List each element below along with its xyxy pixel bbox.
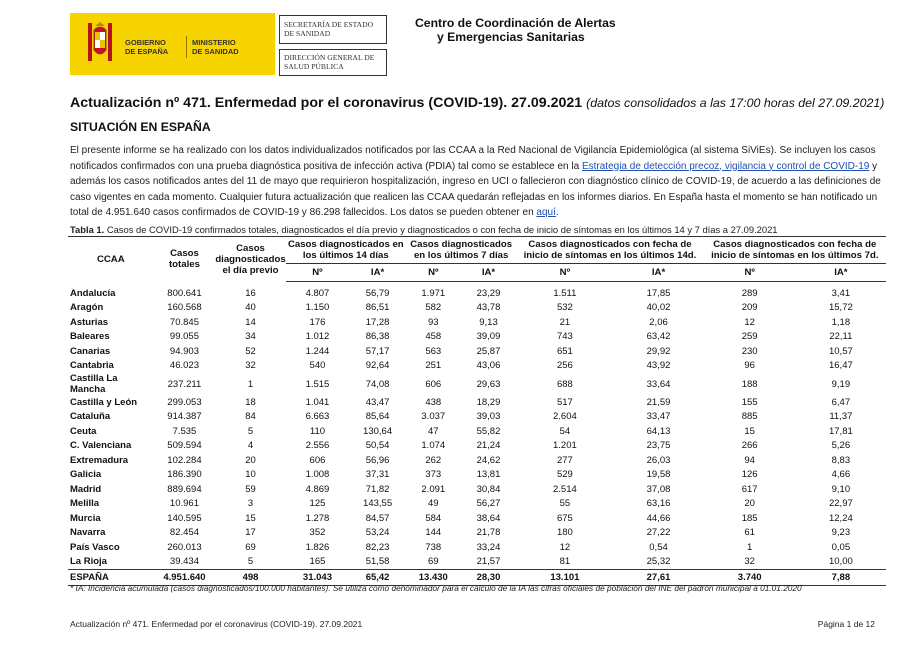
ccaa-name-cell: La Rioja [70, 556, 107, 568]
header-previo: Casos diagnosticados el día previo [215, 242, 286, 276]
table-cell: 9,19 [831, 378, 851, 390]
table-cell: 130,64 [363, 425, 393, 437]
table-cell: 563 [425, 345, 442, 357]
table-cell: 94 [744, 454, 755, 466]
table-cell: 299.053 [167, 396, 202, 408]
table-cell: 19,58 [646, 469, 671, 481]
table-cell: 155 [741, 396, 758, 408]
ccaa-name-cell: Madrid [70, 483, 102, 495]
table-cell: 38,64 [476, 512, 501, 524]
table-cell: 738 [425, 541, 442, 553]
table-cell: 17,28 [365, 316, 390, 328]
table-cell: 540 [309, 360, 326, 372]
table-cell: 25,87 [476, 345, 501, 357]
table-cell: 15,72 [828, 302, 853, 314]
table-cell: 39.434 [169, 556, 199, 568]
ccaa-name-cell: Andalucía [70, 287, 116, 299]
table-cell: 85,64 [365, 411, 390, 423]
table-cell: 125 [309, 498, 326, 510]
table-row [68, 511, 886, 526]
table-cell: 102.284 [167, 454, 202, 466]
table-cell: 54 [559, 425, 571, 437]
logo-divider [186, 36, 187, 58]
table-cell: 1.041 [305, 396, 330, 408]
government-logo-block [70, 13, 275, 75]
header-ia: IA* [461, 264, 517, 282]
table-cell: 185 [741, 512, 758, 524]
table-cell: 4,66 [831, 469, 851, 481]
page-number: Página 1 de 12 [817, 619, 875, 629]
direccion-box: DIRECCIÓN GENERAL DE SALUD PÚBLICA [279, 49, 387, 76]
table-cell: 1,18 [831, 316, 851, 328]
table-cell: 743 [556, 331, 573, 343]
table-row [68, 439, 886, 454]
table-cell: 9,23 [831, 527, 851, 539]
estrategia-link[interactable]: Estrategia de detección precoz, vigilancia y control de COVID-19 [581, 160, 870, 172]
footer-left: Actualización nº 471. Enfermedad por el coronavirus (COVID-19). 27.09.2021 [70, 619, 363, 629]
table-cell: 251 [425, 360, 442, 372]
table-row [68, 359, 886, 374]
total-cell: 498 [215, 570, 285, 586]
section-title: SITUACIÓN EN ESPAÑA [70, 120, 211, 134]
header-group-7d: Casos diagnosticados en los últimos 7 días [406, 237, 516, 264]
table-cell: 52 [245, 345, 256, 357]
table-cell: 21 [559, 316, 571, 328]
table-cell: 53,24 [365, 527, 390, 539]
table-row [68, 315, 886, 330]
table-cell: 69 [245, 541, 256, 553]
table-body [68, 282, 886, 586]
header-total: Casos totales [168, 248, 200, 271]
table-cell: 55 [559, 498, 571, 510]
table-cell: 606 [425, 378, 442, 390]
table-row [68, 301, 886, 316]
table-cell: 82,23 [365, 541, 390, 553]
table-cell: 17,85 [646, 287, 671, 299]
table-row [68, 540, 886, 555]
table-cell: 20 [744, 498, 755, 510]
table-cell: 6.663 [305, 411, 330, 423]
ccaa-name-cell: Aragón [70, 302, 104, 314]
table-cell: 40 [245, 302, 256, 314]
table-cell: 144 [425, 527, 442, 539]
ministerio-label: MINISTERIO DE SANIDAD [192, 38, 239, 56]
table-cell: 39,03 [476, 411, 501, 423]
table-cell: 93 [428, 316, 439, 328]
table-cell: 260.013 [167, 541, 202, 553]
table-cell: 1.515 [305, 378, 330, 390]
table-cell: 37,31 [365, 469, 390, 481]
header-ia: IA* [796, 264, 886, 282]
table-cell: 70.845 [169, 316, 199, 328]
header-group-sintomas-14d: Casos diagnosticados con fecha de inicio de síntomas en los últimos 14d. [516, 237, 703, 264]
table-cell: 43,78 [476, 302, 501, 314]
table-cell: 2.091 [421, 483, 446, 495]
covid-cases-table [68, 236, 886, 586]
ccaa-name-cell: Cantabria [70, 360, 114, 372]
table-cell: 56,27 [476, 498, 501, 510]
table-cell: 186.390 [167, 469, 202, 481]
table-cell: 651 [556, 345, 573, 357]
table-cell: 84 [245, 411, 256, 423]
table-cell: 7.535 [172, 425, 197, 437]
table-cell: 22,97 [828, 498, 853, 510]
table-cell: 92,64 [365, 360, 390, 372]
aqui-link[interactable]: aquí [536, 207, 556, 218]
table-cell: 800.641 [167, 287, 202, 299]
table-cell: 2.514 [553, 483, 577, 495]
table-cell: 1 [747, 541, 753, 553]
table-cell: 10 [245, 469, 256, 481]
table-cell: 23,75 [646, 440, 671, 452]
table-cell: 458 [425, 331, 442, 343]
table-cell: 180 [556, 527, 573, 539]
table-cell: 277 [556, 454, 573, 466]
table-cell: 529 [556, 469, 573, 481]
table-cell: 209 [741, 302, 758, 314]
table-cell: 914.387 [167, 411, 202, 423]
ccaa-name-cell: Ceuta [70, 425, 97, 437]
coat-of-arms-icon [86, 20, 114, 66]
ccaa-name-cell: Baleares [70, 331, 110, 343]
table-cell: 1.012 [305, 331, 330, 343]
table-cell: 22,11 [829, 331, 853, 343]
table-cell: 27,22 [646, 527, 671, 539]
table-row [68, 424, 886, 439]
table-cell: 34 [245, 331, 256, 343]
ccaa-name-cell: Cataluña [70, 411, 111, 423]
header-group-sintomas-7d: Casos diagnosticados con fecha de inicio de síntomas en los últimos 7d. [704, 237, 886, 264]
table-cell: 39,09 [476, 331, 501, 343]
table-row [68, 482, 886, 497]
secretaria-box: SECRETARÍA DE ESTADO DE SANIDAD [279, 15, 387, 44]
table-cell: 10,00 [828, 556, 853, 568]
table-cell: 143,55 [363, 498, 393, 510]
ccaa-name-cell: Asturias [70, 316, 109, 328]
total-label-cell: ESPAÑA [68, 570, 154, 586]
table-cell: 4.869 [305, 483, 330, 495]
table-cell: 352 [309, 527, 326, 539]
table-cell: 18 [245, 396, 256, 408]
table-row [68, 497, 886, 512]
table-cell: 18,29 [476, 396, 501, 408]
table-cell: 1.511 [553, 287, 577, 299]
header-ia: IA* [613, 264, 703, 282]
table-cell: 509.594 [167, 440, 202, 452]
table-cell: 23,29 [476, 287, 501, 299]
ccaa-name-cell: Castilla y León [70, 396, 138, 408]
table-cell: 438 [425, 396, 442, 408]
ccaa-name-cell: País Vasco [70, 541, 120, 553]
table-cell: 606 [309, 454, 326, 466]
table-cell: 885 [741, 411, 758, 423]
table-cell: 2,06 [649, 316, 668, 328]
ccaa-name-cell: C. Valenciana [70, 440, 132, 452]
table-cell: 15 [744, 425, 755, 437]
table-row [68, 344, 886, 359]
table-cell: 2.556 [305, 440, 330, 452]
table-cell: 12 [744, 316, 755, 328]
table-cell: 5 [247, 556, 254, 568]
table-cell: 5 [247, 425, 254, 437]
table-cell: 10.961 [169, 498, 199, 510]
table-cell: 32 [744, 556, 755, 568]
table-cell: 14 [245, 316, 256, 328]
table-row [68, 526, 886, 541]
total-cell: 13.101 [516, 570, 613, 586]
table-cell: 1 [247, 378, 254, 390]
table-cell: 1.008 [305, 469, 330, 481]
table-cell: 582 [425, 302, 442, 314]
table-cell: 13,81 [476, 469, 501, 481]
table-cell: 188 [741, 378, 758, 390]
table-cell: 1.074 [421, 440, 446, 452]
table-cell: 126 [741, 469, 758, 481]
table-cell: 64,13 [646, 425, 671, 437]
table-cell: 237.211 [167, 378, 202, 390]
table-cell: 86,38 [365, 331, 390, 343]
table-cell: 20 [245, 454, 256, 466]
report-title [70, 95, 884, 111]
table-cell: 4 [247, 440, 254, 452]
table-cell: 5,26 [831, 440, 851, 452]
total-cell: 28,30 [461, 570, 517, 586]
ccaa-name-cell: Melilla [70, 498, 100, 510]
report-title-main: Actualización nº 471. Enfermedad por el coronavirus (COVID-19). 27.09.2021 [70, 95, 583, 111]
total-cell: 31.043 [286, 570, 350, 586]
table-cell: 33,64 [646, 378, 671, 390]
table-cell: 94.903 [169, 345, 199, 357]
table-cell: 55,82 [476, 425, 501, 437]
table-row [68, 373, 886, 395]
table-cell: 8,83 [831, 454, 851, 466]
table-cell: 25,32 [646, 556, 671, 568]
table-cell: 21,24 [476, 440, 501, 452]
table-cell: 43,47 [365, 396, 390, 408]
table-cell: 33,47 [646, 411, 671, 423]
ccaa-name-cell: Canarias [70, 345, 111, 357]
table-cell: 259 [741, 331, 758, 343]
table-cell: 3.037 [421, 411, 446, 423]
table-cell: 889.694 [167, 483, 202, 495]
total-cell: 7,88 [796, 570, 886, 586]
table-cell: 21,57 [476, 556, 501, 568]
table-cell: 688 [556, 378, 573, 390]
table-cell: 99.055 [169, 331, 199, 343]
table-cell: 256 [556, 360, 573, 372]
table-cell: 1.201 [553, 440, 577, 452]
table-cell: 3 [247, 498, 254, 510]
table-cell: 584 [425, 512, 442, 524]
table-cell: 50,54 [365, 440, 390, 452]
table-cell: 51,58 [365, 556, 390, 568]
table-cell: 81 [559, 556, 571, 568]
table-cell: 32 [245, 360, 256, 372]
ccaa-name-cell: Extremadura [70, 454, 129, 466]
table-cell: 12,24 [828, 512, 853, 524]
table-cell: 675 [556, 512, 573, 524]
table-cell: 12 [559, 541, 571, 553]
header-ia: IA* [349, 264, 406, 282]
table-cell: 46.023 [169, 360, 199, 372]
report-title-sub: (datos consolidados a las 17:00 horas del 27.09.2021) [586, 96, 885, 110]
ccaa-name-cell: Navarra [70, 527, 106, 539]
header-n: Nº [516, 264, 613, 282]
table-cell: 71,82 [365, 483, 390, 495]
table-cell: 1.971 [421, 287, 446, 299]
table-cell: 56,79 [365, 287, 390, 299]
table-cell: 30,84 [476, 483, 501, 495]
table-cell: 0,05 [831, 541, 851, 553]
table-cell: 21,59 [646, 396, 671, 408]
table-cell: 29,63 [476, 378, 501, 390]
table-cell: 262 [425, 454, 442, 466]
table-cell: 373 [425, 469, 442, 481]
table-cell: 289 [741, 287, 758, 299]
table-cell: 15 [245, 512, 256, 524]
ccaes-title: Centro de Coordinación de Alertas y Emergencias Sanitarias [415, 16, 616, 44]
table-cell: 29,92 [646, 345, 671, 357]
table-cell: 266 [741, 440, 758, 452]
header-ccaa: CCAA [96, 253, 125, 265]
table-cell: 6,47 [831, 396, 851, 408]
total-cell: 3.740 [704, 570, 796, 586]
table-cell: 86,51 [365, 302, 390, 314]
table-cell: 617 [741, 483, 758, 495]
table-cell: 140.595 [167, 512, 202, 524]
table-cell: 176 [309, 316, 326, 328]
header-n: Nº [406, 264, 461, 282]
ccaa-name-cell: Castilla La Mancha [70, 373, 118, 395]
table-cell: 1.150 [305, 302, 330, 314]
intro-paragraph: El presente informe se ha realizado con los datos individualizados notificados por las CCAA a la Red Nacional de Vigilancia Epidemiológica (al sistema SiViEs). Se incluyen los casos notificados confirmados con una prueba diagnóstica positiva de infección activa (PDIA) tal como se establece en la Estrategia de detección precoz, vigilancia y control de COVID-19 y además los casos notificados antes del 11 de mayo que requirieron hospitalización, ingreso en UCI o fallecieron con diagnóstico clínico de COVID-19, de acuerdo a las definiciones de caso vigentes en cada momento. Cualquier futura actualización que realicen las CCAA quedarán reflejadas en los informes diarios. En España hasta el momento se han notificado un total de 4.951.640 casos confirmados de COVID-19 y 86.298 fallecidos. Los datos se pueden obtener en aquí. [70, 145, 881, 218]
table-cell: 57,17 [365, 345, 390, 357]
footnote: * IA: Incidencia acumulada (casos diagnosticados/100.000 habitantes). Se utiliza como denominador para el cálculo de la IA las cifras oficiales de población del INE del padrón municipal a 01.01.2020 [70, 583, 802, 593]
header-n: Nº [704, 264, 796, 282]
table-row [68, 395, 886, 410]
table-cell: 47 [428, 425, 439, 437]
total-cell: 27,61 [613, 570, 703, 586]
header-group-14d: Casos diagnosticados en los últimos 14 días [286, 237, 406, 264]
table-cell: 11,37 [829, 411, 853, 423]
table-cell: 517 [556, 396, 573, 408]
table-caption: Tabla 1. Casos de COVID-19 confirmados totales, diagnosticados el día previo y diagnosticados o con fecha de inicio de síntomas en los últimos 14 y 7 días a 27.09.2021 [70, 224, 778, 235]
table-cell: 230 [741, 345, 758, 357]
table-row [68, 555, 886, 570]
table-cell: 0,54 [649, 541, 668, 553]
table-cell: 43,06 [476, 360, 501, 372]
table-cell: 3,41 [831, 287, 851, 299]
table-cell: 49 [428, 498, 439, 510]
table-cell: 96 [744, 360, 755, 372]
table-cell: 24,62 [476, 454, 501, 466]
table-cell: 16,47 [828, 360, 853, 372]
table-cell: 1.826 [305, 541, 330, 553]
table-row [68, 468, 886, 483]
table-cell: 1.244 [305, 345, 330, 357]
ccaa-name-cell: Galicia [70, 469, 102, 481]
gobierno-label: GOBIERNO DE ESPAÑA [125, 38, 169, 56]
table-cell: 44,66 [646, 512, 671, 524]
total-cell: 4.951.640 [154, 570, 216, 586]
total-cell: 13.430 [406, 570, 461, 586]
table-cell: 110 [309, 425, 326, 437]
table-cell: 69 [428, 556, 439, 568]
table-cell: 43,92 [646, 360, 671, 372]
table-row [68, 330, 886, 345]
table-cell: 17 [245, 527, 256, 539]
ccaa-name-cell: Murcia [70, 512, 101, 524]
table-cell: 9,10 [831, 483, 851, 495]
table-cell: 40,02 [646, 302, 671, 314]
table-cell: 37,08 [646, 483, 671, 495]
table-cell: 9,13 [479, 316, 498, 328]
table-cell: 17,81 [828, 425, 853, 437]
table-cell: 82.454 [169, 527, 199, 539]
table-cell: 532 [556, 302, 573, 314]
document-header [0, 0, 920, 85]
table-cell: 10,57 [828, 345, 853, 357]
table-cell: 84,57 [365, 512, 390, 524]
table-cell: 33,24 [476, 541, 501, 553]
table-row [68, 453, 886, 468]
table-cell: 1.278 [305, 512, 330, 524]
table-cell: 63,42 [646, 331, 671, 343]
table-row [68, 282, 886, 301]
header-n: Nº [286, 264, 350, 282]
table-cell: 74,08 [365, 378, 390, 390]
table-cell: 21,78 [476, 527, 501, 539]
table-cell: 2.604 [553, 411, 577, 423]
table-cell: 4.807 [305, 287, 330, 299]
table-cell: 26,03 [646, 454, 671, 466]
table-cell: 16 [245, 287, 256, 299]
table-cell: 160.568 [167, 302, 202, 314]
table-cell: 165 [309, 556, 326, 568]
total-cell: 65,42 [349, 570, 406, 586]
table-row [68, 410, 886, 425]
table-cell: 56,96 [365, 454, 390, 466]
table-cell: 61 [744, 527, 755, 539]
table-cell: 59 [245, 483, 256, 495]
table-cell: 63,16 [646, 498, 671, 510]
